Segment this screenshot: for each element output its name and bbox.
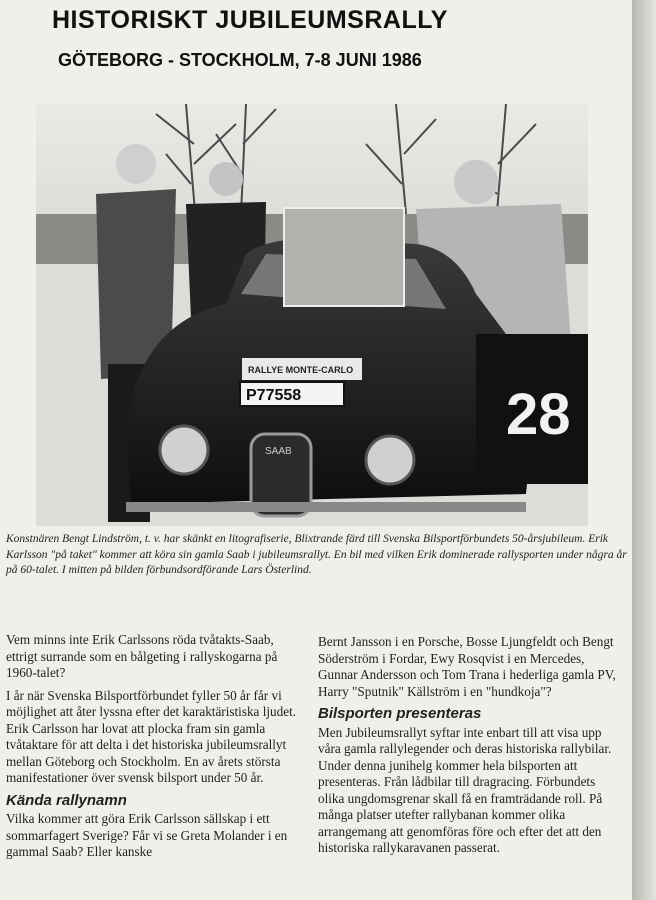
paragraph: Vem minns inte Erik Carlssons röda tvåtakts-Saab, ettrigt surrande som en bålgeting i rallyskogarna på 1960-talet? <box>6 632 278 680</box>
rally-sign-text: RALLYE MONTE-CARLO <box>248 365 354 375</box>
photo-caption: Konstnären Bengt Lindström, t. v. har skänkt en litografiserie, Blixtrande färd till Svenska Bilsportförbundets 50-årsjubileum. Erik Karlsson "på taket" kommer att köra sin gamla Saab i jubileumsrallyt. En bil med vilken Erik dominerade rallysporten under några år på 60-talet. I mitten på bilden förbundsordförande Lars Österlind. <box>6 533 627 576</box>
section-heading: Bilsporten presenteras <box>318 705 482 722</box>
article-column-left <box>6 632 298 867</box>
paragraph: Men Jubileumsrallyt syftar inte enbart till att visa upp våra gamla rallylegender och deras historiska rallybilar. Under denna junihelg kommer hela bilsporten att presenteras. Från lådbilar till dragracing. Förbundets olika ungdomsgrenar skall få en framträdande roll. På många platser utefter rallybanan kommer olika arrangemang att genomföras före och efter det att den historiska rallykaravanen passerat. <box>318 724 612 855</box>
next-page-edge <box>632 0 656 900</box>
paragraph: Vilka kommer att göra Erik Carlsson sällskap i ett sommarfagert Sverige? Får vi se Greta Molander i en gammal Saab? Eller kanske <box>6 811 288 859</box>
car-badge: SAAB <box>265 446 292 457</box>
paragraph: Bernt Jansson i en Porsche, Bosse Ljungfeldt och Bengt Söderström i Fordar, Ewy Rosqvist i en Mercedes, Gunnar Andersson och Tom Trana i hederliga gamla PV, Harry "Sputnik" Källström i en "hundkoja"? <box>318 634 616 699</box>
headlight-left <box>160 426 208 474</box>
start-number: 28 <box>506 382 571 447</box>
lithograph-artwork <box>284 208 404 306</box>
article-column-right <box>318 634 622 863</box>
headline: HISTORISKT JUBILEUMSRALLY <box>52 6 448 34</box>
headlight-right <box>366 436 414 484</box>
rally-car-photo <box>36 104 588 526</box>
paragraph: I år när Svenska Bilsportförbundet fyller 50 år får vi möjlighet att åter lyssna efter det karaktäristiska ljudet. Erik Carlsson har lovat att plocka fram sin gamla tvåtaktare för att delta i det historiska jubileumsrallyt mellan Göteborg och Stockholm. En av årets största manifestationer över svensk bilsport under 50 år. <box>6 687 297 785</box>
license-plate-text: P77558 <box>246 387 302 404</box>
subheadline: GÖTEBORG - STOCKHOLM, 7-8 JUNI 1986 <box>58 50 422 70</box>
article-photo <box>36 104 588 526</box>
section-heading: Kända rallynamn <box>6 791 127 809</box>
